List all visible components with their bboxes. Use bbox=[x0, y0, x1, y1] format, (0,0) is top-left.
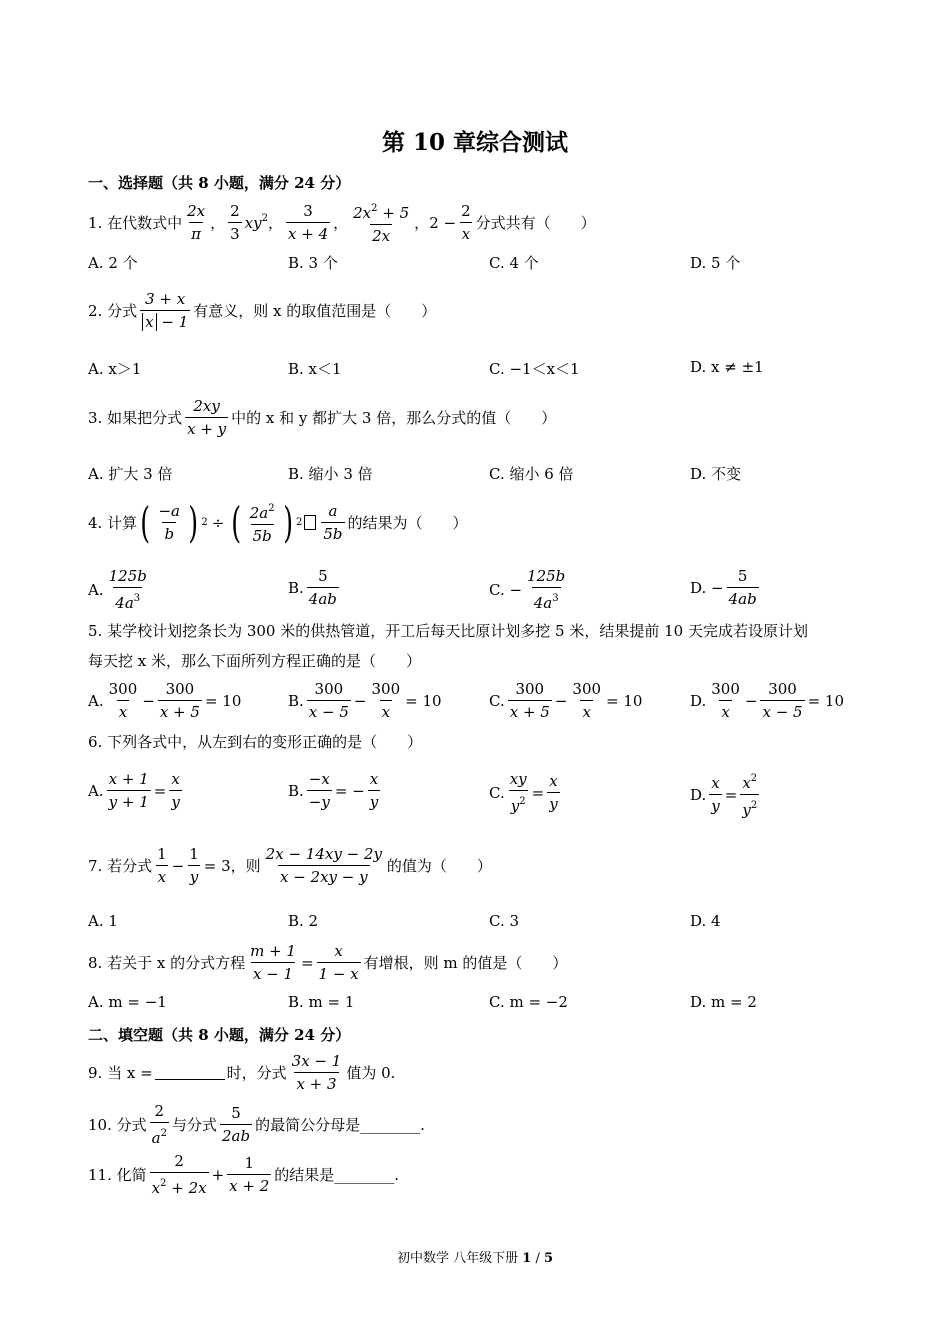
q8-option-b[interactable]: B. m = 1 bbox=[288, 993, 355, 1011]
q4-option-c[interactable]: C. − $\frac{125b}{4a^3}$ bbox=[489, 567, 566, 612]
q4-option-b[interactable]: B. $\frac{5}{4ab}$ bbox=[288, 567, 337, 608]
question-11: 11. 化简 $\frac{2}{x^2 + 2x}$ + $\frac{1}{x + 2}$ 的结果是________. bbox=[88, 1152, 400, 1197]
fraction: $\frac{2}{3}$ bbox=[230, 202, 240, 243]
section-heading-choice: 一、选择题（共 8 小题，满分 24 分） bbox=[88, 174, 351, 192]
question-5-line-2: 每天挖 x 米，那么下面所列方程正确的是（ ） bbox=[88, 652, 421, 670]
footer-text: 初中数学 八年级下册 bbox=[396, 1251, 519, 1266]
fraction: $\frac{m + 1}{x - 1}$ bbox=[250, 942, 296, 983]
q6-option-b[interactable]: B. $\frac{-x}{-y}$ = − $\frac{x}{y}$ bbox=[288, 770, 379, 811]
q4-options bbox=[0, 567, 950, 627]
page-footer bbox=[0, 1247, 950, 1266]
q5-option-b[interactable]: B. $\frac{300}{x - 5}$ − $\frac{300}{x}$ = 10 bbox=[288, 680, 442, 721]
question-7: 7. 若分式 $\frac{1}{x}$ − $\frac{1}{y}$ = 3 ，则 $\frac{2x - 14xy - 2y}{x - 2xy - y}$ 的值为（ ） bbox=[88, 845, 492, 886]
q1-option-b[interactable]: B. 3 个 bbox=[288, 254, 338, 272]
q1-suffix: 分式共有（ ） bbox=[475, 214, 596, 232]
question-2 bbox=[88, 290, 436, 331]
q4-prefix: 4. 计算 bbox=[88, 514, 138, 532]
q6-option-d[interactable]: D. $\frac{x}{y}$ = $\frac{x^2}{y^2}$ bbox=[690, 773, 758, 819]
question-6: 6. 下列各式中，从左到右的变形正确的是（ ） bbox=[88, 733, 423, 751]
q1-option-c[interactable]: C. 4 个 bbox=[489, 254, 539, 272]
q8-option-d[interactable]: D. m = 2 bbox=[690, 993, 757, 1011]
q2-prefix: 2. 分式 bbox=[88, 302, 138, 320]
q1-option-d[interactable]: D. 5 个 bbox=[690, 254, 741, 272]
section-heading-fill: 二、填空题（共 8 小题，满分 24 分） bbox=[88, 1026, 351, 1044]
q3-option-a[interactable]: A. 扩大 3 倍 bbox=[88, 465, 173, 483]
fraction: $\frac{5}{2ab}$ bbox=[221, 1104, 251, 1145]
q10-prefix: 10. 分式 bbox=[88, 1116, 147, 1134]
q6-option-c[interactable]: C. $\frac{xy}{y^2}$ = $\frac{x}{y}$ bbox=[489, 770, 558, 815]
q11-prefix: 11. 化简 bbox=[88, 1166, 147, 1184]
fraction: $\frac{3x - 1}{x + 3}$ bbox=[291, 1052, 342, 1093]
fraction: $\frac{1}{y}$ bbox=[189, 845, 199, 886]
question-5-line-1: 5. 某学校计划挖条长为 300 米的供热管道，开工后每天比原计划多挖 5 米，结果提前 10 天完成若设原计划 bbox=[88, 622, 808, 640]
q8-option-c[interactable]: C. m = −2 bbox=[489, 993, 568, 1011]
q1-option-a[interactable]: A. 2 个 bbox=[88, 254, 138, 272]
fraction: $\frac{3 + x}{x - 1}$ bbox=[140, 290, 190, 331]
fraction: $\frac{-a}{b}$ bbox=[158, 502, 180, 543]
fraction: $\frac{3}{x + 4}$ bbox=[288, 202, 329, 243]
q2-option-b[interactable]: B. x＜1 bbox=[288, 360, 342, 378]
q9-suffix: 值为 0. bbox=[346, 1064, 396, 1082]
fraction: $\frac{2x^2 + 5}{2x}$ bbox=[353, 203, 410, 245]
fraction: $\frac{2a^2}{5b}$ bbox=[249, 503, 275, 545]
question-9 bbox=[88, 1052, 395, 1093]
q8-prefix: 8. 若关于 x 的分式方程 bbox=[88, 954, 246, 972]
q3-option-d[interactable]: D. 不变 bbox=[690, 465, 742, 483]
footer-total-pages: 5 bbox=[543, 1251, 554, 1266]
page-title: 第 10 章综合测试 bbox=[381, 129, 569, 156]
q5-option-a[interactable]: A. $\frac{300}{x}$ − $\frac{300}{x + 5}$ = 10 bbox=[88, 680, 242, 721]
q9-mid: 时，分式 bbox=[226, 1064, 287, 1082]
q11-suffix: 的结果是________. bbox=[274, 1166, 400, 1184]
q3-option-c[interactable]: C. 缩小 6 倍 bbox=[489, 465, 574, 483]
q4-suffix: 的结果为（ ） bbox=[347, 514, 468, 532]
q5-option-d[interactable]: D. $\frac{300}{x}$ − $\frac{300}{x - 5}$ = 10 bbox=[690, 680, 845, 721]
question-8: 8. 若关于 x 的分式方程 $\frac{m + 1}{x - 1}$ = $\frac{x}{1 - x}$ 有增根，则 m 的值是（ ） bbox=[88, 942, 568, 983]
q2-suffix: 有意义，则 x 的取值范围是（ ） bbox=[193, 302, 437, 320]
q4-option-a[interactable]: A. $\frac{125b}{4a^3}$ bbox=[88, 567, 147, 612]
q2-option-d[interactable]: D. x ≠ ±1 bbox=[690, 358, 764, 376]
q3-prefix: 3. 如果把分式 bbox=[88, 409, 183, 427]
q2-option-c[interactable]: C. −1＜x＜1 bbox=[489, 360, 580, 378]
q6-options bbox=[0, 770, 950, 830]
question-3 bbox=[88, 397, 556, 438]
fraction: $\frac{2x}{\pi}$ bbox=[187, 202, 206, 243]
q7-option-b[interactable]: B. 2 bbox=[288, 912, 319, 930]
q8-suffix: 有增根，则 m 的值是（ ） bbox=[363, 954, 568, 972]
question-1: 1. 在代数式中 $\frac{2x}{\pi}$ ， $\frac{2}{3}$ $xy^2$ ， $\frac{3}{x + 4}$ ， $\frac{2x^2 + 5}{2x}$ ， 2 − $\frac{2}{x}$ 分式共有（ ） bbox=[88, 202, 596, 245]
q5-option-c[interactable]: C. $\frac{300}{x + 5}$ − $\frac{300}{x}$ = 10 bbox=[489, 680, 643, 721]
fraction: $\frac{2}{x^2 + 2x}$ bbox=[151, 1152, 207, 1197]
fraction: $\frac{a}{5b}$ bbox=[323, 502, 343, 543]
fraction: $\frac{2}{x}$ bbox=[461, 202, 471, 243]
q9-prefix: 9. 当 x = bbox=[88, 1064, 153, 1082]
q7-prefix: 7. 若分式 bbox=[88, 857, 153, 875]
fraction: $\frac{1}{x + 2}$ bbox=[229, 1154, 270, 1195]
fraction: $\frac{2xy}{x + y}$ bbox=[187, 397, 227, 438]
q3-suffix: 中的 x 和 y 都扩大 3 倍，那么分式的值（ ） bbox=[231, 409, 557, 427]
fraction: $\frac{2x - 14xy - 2y}{x - 2xy - y}$ bbox=[265, 845, 382, 886]
fraction: $\frac{2}{a^2}$ bbox=[151, 1102, 167, 1147]
footer-separator: / bbox=[535, 1251, 540, 1266]
q1-prefix: 1. 在代数式中 bbox=[88, 214, 183, 232]
q10-mid: 与分式 bbox=[171, 1116, 217, 1134]
footer-page-number: 1 bbox=[522, 1251, 532, 1266]
q4-divide-sign: ÷ bbox=[211, 513, 225, 532]
question-4: 4. 计算 ( $\frac{-a}{b}$ ) 2 ÷ ( $\frac{2a^2}{5b}$ ) 2 $\frac{a}{5b}$ 的结果为（ ） bbox=[88, 497, 468, 547]
question-10 bbox=[88, 1102, 425, 1147]
fraction: $\frac{x}{1 - x}$ bbox=[318, 942, 359, 983]
answer-blank[interactable] bbox=[155, 1065, 225, 1080]
q7-mid: ，则 bbox=[230, 857, 261, 875]
q6-option-a[interactable]: A. $\frac{x + 1}{y + 1}$ = $\frac{x}{y}$ bbox=[88, 770, 180, 811]
q2-option-a[interactable]: A. x＞1 bbox=[88, 360, 142, 378]
q7-option-a[interactable]: A. 1 bbox=[88, 912, 118, 930]
q4-option-d[interactable]: D. − $\frac{5}{4ab}$ bbox=[690, 567, 757, 608]
q8-option-a[interactable]: A. m = −1 bbox=[88, 993, 167, 1011]
q3-option-b[interactable]: B. 缩小 3 倍 bbox=[288, 465, 373, 483]
fraction: $\frac{1}{x}$ bbox=[157, 845, 167, 886]
q7-option-d[interactable]: D. 4 bbox=[690, 912, 721, 930]
q7-suffix: 的值为（ ） bbox=[386, 857, 492, 875]
q7-option-c[interactable]: C. 3 bbox=[489, 912, 520, 930]
q10-suffix: 的最简公分母是________. bbox=[255, 1116, 425, 1134]
